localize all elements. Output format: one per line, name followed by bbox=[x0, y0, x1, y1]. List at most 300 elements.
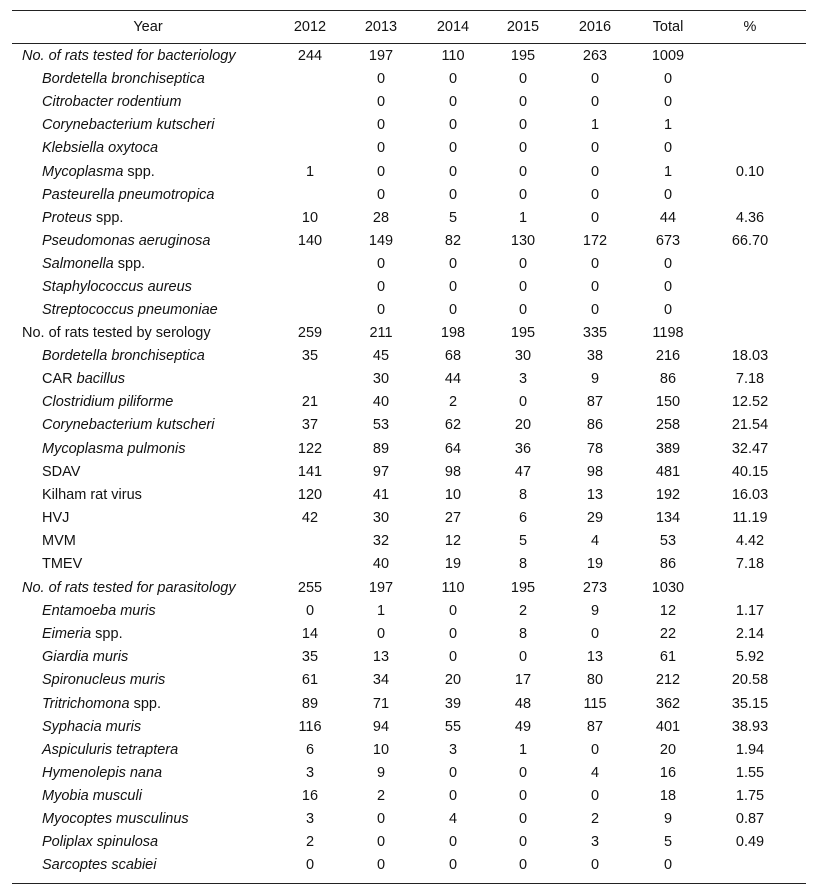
cell-value-2014: 19 bbox=[444, 556, 462, 572]
section-value-total: 1198 bbox=[652, 325, 684, 341]
row-label-part: Hymenolepis nana bbox=[42, 764, 163, 781]
cell-value-2014: 0 bbox=[448, 764, 458, 781]
row-label-part: Streptococcus pneumoniae bbox=[42, 302, 218, 319]
cell-value-2012: 1 bbox=[305, 163, 315, 180]
cell-value-2016: 115 bbox=[583, 695, 607, 712]
cell-value-2015: 48 bbox=[514, 695, 532, 712]
table-row bbox=[12, 230, 806, 253]
cell-value-total: 212 bbox=[655, 672, 681, 689]
section-value-2014: 110 bbox=[441, 48, 465, 64]
cell-value-2013: 53 bbox=[372, 417, 390, 434]
cell-value-2016: 87 bbox=[586, 718, 604, 735]
cell-value-total: 53 bbox=[659, 532, 677, 549]
cell-value-2015: 0 bbox=[518, 140, 528, 157]
cell-value-2012: 35 bbox=[301, 348, 319, 365]
table-row bbox=[12, 161, 806, 184]
cell-value-2013: 0 bbox=[376, 163, 386, 180]
cell-value-2016: 0 bbox=[590, 186, 600, 203]
cell-value-2013: 30 bbox=[372, 509, 390, 526]
cell-value-2016: 0 bbox=[590, 71, 600, 88]
header-2015: 2015 bbox=[506, 19, 540, 35]
cell-value-2013: 0 bbox=[376, 626, 386, 643]
header-2013: 2013 bbox=[364, 19, 398, 35]
header-percent: % bbox=[743, 19, 757, 35]
row-label bbox=[42, 414, 214, 437]
cell-value-percent: 11.19 bbox=[732, 509, 768, 526]
cell-value-2014: 0 bbox=[448, 626, 458, 643]
cell-value-total: 0 bbox=[663, 186, 673, 203]
cell-value-2014: 0 bbox=[448, 140, 458, 157]
cell-value-percent: 1.75 bbox=[735, 787, 765, 804]
row-label-part: Aspiculuris tetraptera bbox=[42, 741, 179, 758]
header-2012: 2012 bbox=[293, 19, 327, 35]
cell-value-2015: 0 bbox=[518, 255, 528, 272]
cell-value-total: 0 bbox=[663, 94, 673, 111]
cell-value-2014: 0 bbox=[448, 255, 458, 272]
cell-value-total: 16 bbox=[659, 764, 677, 781]
table-row bbox=[12, 693, 806, 716]
cell-value-2015: 130 bbox=[510, 232, 536, 249]
cell-value-total: 134 bbox=[655, 509, 681, 526]
cell-value-2014: 27 bbox=[444, 509, 462, 526]
table-top-rule bbox=[12, 10, 806, 11]
cell-value-2016: 0 bbox=[590, 857, 600, 874]
cell-value-2014: 2 bbox=[448, 394, 458, 411]
row-label bbox=[42, 553, 82, 576]
cell-value-2015: 0 bbox=[518, 71, 528, 88]
cell-value-2014: 64 bbox=[444, 440, 462, 457]
cell-value-2016: 4 bbox=[590, 764, 600, 781]
cell-value-2016: 29 bbox=[586, 509, 604, 526]
cell-value-2015: 1 bbox=[518, 741, 528, 758]
cell-value-2016: 0 bbox=[590, 741, 600, 758]
table-row bbox=[12, 391, 806, 414]
cell-value-percent: 2.14 bbox=[735, 626, 765, 643]
cell-value-2015: 8 bbox=[518, 556, 528, 572]
table-header-rule bbox=[12, 43, 806, 44]
cell-value-percent: 1.17 bbox=[735, 603, 765, 620]
row-label-part: CAR bbox=[42, 371, 77, 388]
cell-value-2015: 0 bbox=[518, 394, 528, 411]
cell-value-2013: 0 bbox=[376, 255, 386, 272]
cell-value-total: 0 bbox=[663, 857, 673, 874]
cell-value-total: 481 bbox=[655, 463, 681, 480]
row-label bbox=[42, 368, 125, 391]
row-label-part: Pasteurella pneumotropica bbox=[42, 186, 215, 203]
cell-value-2015: 6 bbox=[518, 509, 528, 526]
section-value-2016: 273 bbox=[582, 580, 608, 596]
row-label bbox=[42, 669, 165, 692]
cell-value-total: 0 bbox=[663, 279, 673, 295]
table-row bbox=[12, 137, 806, 160]
cell-value-2013: 94 bbox=[372, 718, 390, 735]
header-year: Year bbox=[133, 19, 163, 35]
row-label-part: Mycoplasma bbox=[42, 163, 124, 180]
row-label-part: HVJ bbox=[42, 509, 70, 526]
cell-value-total: 86 bbox=[659, 371, 677, 388]
table-row bbox=[12, 785, 806, 808]
table-row bbox=[12, 461, 806, 484]
row-label bbox=[42, 507, 69, 530]
cell-value-2016: 1 bbox=[590, 117, 600, 134]
section-header-row bbox=[12, 577, 806, 600]
cell-value-total: 22 bbox=[659, 626, 677, 643]
row-label-part: spp. bbox=[91, 626, 123, 643]
row-label-part: Spironucleus muris bbox=[42, 672, 166, 689]
row-label bbox=[42, 207, 123, 230]
table-row bbox=[12, 646, 806, 669]
cell-value-2013: 89 bbox=[372, 440, 390, 457]
cell-value-2013: 40 bbox=[372, 556, 390, 572]
row-label bbox=[42, 600, 156, 623]
cell-value-2015: 49 bbox=[514, 718, 532, 735]
cell-value-2012: 122 bbox=[297, 440, 323, 457]
cell-value-2015: 47 bbox=[514, 463, 532, 480]
cell-value-2014: 0 bbox=[448, 94, 458, 111]
cell-value-2014: 62 bbox=[444, 417, 462, 434]
cell-value-2016: 0 bbox=[590, 787, 600, 804]
row-label bbox=[42, 91, 181, 114]
cell-value-2012: 141 bbox=[297, 463, 323, 480]
row-label bbox=[42, 808, 189, 831]
cell-value-2015: 0 bbox=[518, 279, 528, 295]
row-label-part: spp. bbox=[91, 209, 124, 226]
table-row bbox=[12, 345, 806, 368]
cell-value-total: 20 bbox=[659, 741, 677, 758]
cell-value-2014: 0 bbox=[448, 117, 458, 134]
cell-value-2013: 34 bbox=[372, 672, 390, 689]
header-2016: 2016 bbox=[578, 19, 612, 35]
cell-value-2016: 13 bbox=[586, 486, 604, 503]
cell-value-2015: 8 bbox=[518, 626, 528, 643]
cell-value-percent: 5.92 bbox=[735, 649, 765, 666]
row-label bbox=[42, 276, 192, 299]
cell-value-2013: 0 bbox=[376, 811, 386, 827]
row-label-part: Poliplax spinulosa bbox=[42, 834, 159, 851]
row-label-part: Proteus bbox=[42, 209, 92, 226]
cell-value-2015: 30 bbox=[514, 348, 532, 365]
cell-value-2012: 10 bbox=[301, 209, 319, 226]
cell-value-2016: 0 bbox=[590, 209, 600, 226]
cell-value-total: 0 bbox=[663, 302, 673, 319]
cell-value-2015: 3 bbox=[518, 371, 528, 388]
header-2014: 2014 bbox=[436, 19, 470, 35]
cell-value-2013: 2 bbox=[376, 787, 386, 804]
cell-value-2016: 87 bbox=[586, 394, 604, 411]
cell-value-2014: 0 bbox=[448, 163, 458, 180]
cell-value-2015: 0 bbox=[518, 302, 528, 319]
row-label-part: TMEV bbox=[42, 556, 83, 572]
cell-value-2014: 55 bbox=[444, 718, 462, 735]
cell-value-2015: 1 bbox=[518, 209, 528, 226]
table-row bbox=[12, 669, 806, 692]
cell-value-total: 389 bbox=[655, 440, 681, 457]
row-label bbox=[42, 438, 185, 461]
section-value-2012: 255 bbox=[297, 580, 323, 596]
row-label bbox=[42, 345, 205, 368]
table-row bbox=[12, 716, 806, 739]
cell-value-2016: 0 bbox=[590, 140, 600, 157]
table-row bbox=[12, 114, 806, 137]
cell-value-2014: 20 bbox=[444, 672, 462, 689]
row-label-part: Clostridium piliforme bbox=[42, 394, 174, 411]
row-label bbox=[42, 623, 123, 646]
row-label-part: Corynebacterium kutscheri bbox=[42, 117, 215, 134]
section-value-2014: 198 bbox=[440, 325, 466, 341]
cell-value-2012: 37 bbox=[301, 417, 319, 434]
cell-value-percent: 38.93 bbox=[731, 718, 769, 735]
cell-value-2012: 21 bbox=[301, 394, 319, 411]
cell-value-2015: 0 bbox=[518, 834, 528, 851]
cell-value-2012: 61 bbox=[301, 672, 319, 689]
row-label bbox=[42, 854, 156, 877]
cell-value-2013: 10 bbox=[372, 741, 390, 758]
cell-value-2016: 38 bbox=[586, 348, 604, 365]
cell-value-total: 0 bbox=[663, 255, 673, 272]
cell-value-2012: 116 bbox=[298, 718, 322, 735]
cell-value-2012: 14 bbox=[301, 626, 319, 643]
cell-value-2015: 5 bbox=[518, 532, 528, 549]
cell-value-2016: 80 bbox=[586, 672, 604, 689]
table-row bbox=[12, 553, 806, 576]
cell-value-percent: 0.49 bbox=[735, 834, 765, 851]
section-value-2014: 110 bbox=[441, 580, 465, 596]
cell-value-2015: 36 bbox=[514, 440, 532, 457]
section-value-2016: 335 bbox=[582, 325, 608, 341]
cell-value-2015: 17 bbox=[514, 672, 532, 689]
cell-value-total: 1 bbox=[663, 163, 673, 180]
table-row bbox=[12, 762, 806, 785]
cell-value-2013: 0 bbox=[376, 94, 386, 111]
row-label-part: Myobia musculi bbox=[42, 787, 142, 804]
table-header-row bbox=[12, 16, 806, 39]
table-row bbox=[12, 253, 806, 276]
cell-value-total: 86 bbox=[659, 556, 677, 572]
section-value-2016: 263 bbox=[582, 48, 608, 64]
cell-value-2012: 2 bbox=[305, 834, 315, 851]
cell-value-percent: 16.03 bbox=[731, 486, 769, 503]
table-row bbox=[12, 207, 806, 230]
row-label bbox=[42, 161, 155, 184]
cell-value-2016: 4 bbox=[590, 532, 600, 549]
row-label-part: Bordetella bronchiseptica bbox=[42, 71, 205, 88]
cell-value-2014: 0 bbox=[448, 649, 458, 666]
cell-value-percent: 12.52 bbox=[731, 394, 769, 411]
cell-value-2012: 120 bbox=[297, 486, 323, 503]
table-row bbox=[12, 484, 806, 507]
cell-value-2012: 0 bbox=[305, 857, 315, 874]
row-label bbox=[42, 391, 173, 414]
table-row bbox=[12, 831, 806, 854]
cell-value-2015: 0 bbox=[518, 649, 528, 666]
row-label-part: Myocoptes musculinus bbox=[42, 811, 189, 827]
row-label-part: Corynebacterium kutscheri bbox=[42, 417, 215, 434]
cell-value-2014: 68 bbox=[444, 348, 462, 365]
row-label bbox=[42, 831, 158, 854]
cell-value-2013: 41 bbox=[372, 486, 390, 503]
cell-value-2014: 0 bbox=[448, 71, 458, 88]
row-label-part: spp. bbox=[129, 695, 161, 712]
cell-value-2013: 0 bbox=[376, 279, 386, 295]
cell-value-2013: 0 bbox=[376, 71, 386, 88]
section-value-2012: 259 bbox=[297, 325, 323, 341]
cell-value-percent: 66.70 bbox=[731, 232, 769, 249]
cell-value-percent: 4.36 bbox=[735, 209, 765, 226]
section-value-2013: 211 bbox=[369, 325, 393, 341]
cell-value-total: 0 bbox=[663, 71, 673, 88]
row-label-part: Syphacia muris bbox=[42, 718, 142, 735]
cell-value-2014: 5 bbox=[448, 209, 458, 226]
row-label-part: Eimeria bbox=[42, 626, 92, 643]
section-value-2012: 244 bbox=[297, 48, 323, 64]
cell-value-percent: 21.54 bbox=[731, 417, 769, 434]
cell-value-percent: 20.58 bbox=[731, 672, 769, 689]
row-label bbox=[42, 114, 214, 137]
cell-value-total: 401 bbox=[655, 718, 681, 735]
cell-value-2013: 9 bbox=[376, 764, 386, 781]
table-row bbox=[12, 530, 806, 553]
cell-value-total: 44 bbox=[659, 209, 677, 226]
cell-value-2013: 0 bbox=[376, 140, 386, 157]
table-row bbox=[12, 623, 806, 646]
row-label bbox=[42, 646, 128, 669]
cell-value-2014: 82 bbox=[444, 232, 462, 249]
row-label bbox=[42, 530, 76, 553]
row-label-part: Sarcoptes scabiei bbox=[42, 857, 157, 874]
table-row bbox=[12, 600, 806, 623]
table-row bbox=[12, 808, 806, 831]
cell-value-total: 362 bbox=[655, 695, 681, 712]
row-label-part: spp. bbox=[123, 163, 155, 180]
table-bottom-rule bbox=[12, 883, 806, 884]
cell-value-percent: 1.94 bbox=[735, 741, 765, 758]
cell-value-2015: 0 bbox=[518, 811, 528, 827]
table-row bbox=[12, 368, 806, 391]
section-label: No. of rats tested for bacteriology bbox=[22, 48, 236, 64]
cell-value-2015: 0 bbox=[518, 163, 528, 180]
cell-value-percent: 4.42 bbox=[735, 532, 765, 549]
cell-value-2012: 35 bbox=[301, 649, 319, 666]
row-label-part: bacillus bbox=[76, 371, 126, 388]
cell-value-2013: 149 bbox=[368, 232, 394, 249]
cell-value-2014: 0 bbox=[448, 186, 458, 203]
cell-value-2016: 2 bbox=[590, 811, 600, 827]
cell-value-2013: 13 bbox=[372, 649, 390, 666]
section-value-total: 1009 bbox=[651, 48, 685, 64]
cell-value-2015: 0 bbox=[518, 94, 528, 111]
cell-value-2012: 89 bbox=[301, 695, 319, 712]
row-label bbox=[42, 484, 142, 507]
cell-value-2014: 98 bbox=[444, 463, 462, 480]
cell-value-2016: 98 bbox=[586, 463, 604, 480]
cell-value-total: 61 bbox=[659, 649, 677, 666]
table-row bbox=[12, 414, 806, 437]
cell-value-2014: 44 bbox=[444, 371, 462, 388]
cell-value-2015: 8 bbox=[518, 486, 528, 503]
cell-value-2016: 0 bbox=[590, 255, 600, 272]
cell-value-2016: 9 bbox=[590, 371, 600, 388]
cell-value-2016: 172 bbox=[582, 232, 608, 249]
row-label-part: Tritrichomona bbox=[42, 695, 130, 712]
cell-value-2013: 0 bbox=[376, 834, 386, 851]
section-label: No. of rats tested for parasitology bbox=[22, 580, 236, 596]
cell-value-percent: 35.15 bbox=[731, 695, 769, 712]
row-label-part: MVM bbox=[42, 532, 76, 549]
cell-value-2014: 39 bbox=[444, 695, 462, 712]
section-header-row bbox=[12, 322, 806, 345]
table-row bbox=[12, 299, 806, 322]
row-label bbox=[42, 253, 145, 276]
row-label-part: Mycoplasma pulmonis bbox=[42, 440, 186, 457]
row-label bbox=[42, 739, 178, 762]
cell-value-2014: 0 bbox=[448, 302, 458, 319]
cell-value-total: 150 bbox=[655, 394, 681, 411]
row-label bbox=[42, 299, 218, 322]
cell-value-2012: 0 bbox=[305, 603, 315, 620]
cell-value-2012: 6 bbox=[305, 741, 315, 758]
cell-value-2014: 10 bbox=[444, 486, 462, 503]
cell-value-percent: 7.18 bbox=[735, 371, 765, 388]
cell-value-2014: 4 bbox=[448, 811, 458, 827]
row-label bbox=[42, 184, 215, 207]
row-label-part: Pseudomonas aeruginosa bbox=[42, 232, 211, 249]
cell-value-2014: 0 bbox=[448, 279, 458, 295]
cell-value-2014: 3 bbox=[448, 741, 458, 758]
cell-value-2016: 19 bbox=[586, 556, 604, 572]
row-label bbox=[42, 230, 210, 253]
row-label bbox=[42, 716, 141, 739]
cell-value-2013: 32 bbox=[372, 532, 390, 549]
header-total: Total bbox=[652, 19, 684, 35]
cell-value-2013: 30 bbox=[372, 371, 390, 388]
cell-value-percent: 40.15 bbox=[731, 463, 769, 480]
cell-value-2014: 12 bbox=[444, 532, 462, 549]
row-label-part: Citrobacter rodentium bbox=[42, 94, 182, 111]
row-label-part: Bordetella bronchiseptica bbox=[42, 348, 205, 365]
row-label bbox=[42, 785, 142, 808]
cell-value-2016: 13 bbox=[586, 649, 604, 666]
cell-value-2015: 0 bbox=[518, 787, 528, 804]
section-value-2013: 197 bbox=[368, 48, 394, 64]
cell-value-total: 0 bbox=[663, 140, 673, 157]
row-label-part: Klebsiella oxytoca bbox=[42, 140, 159, 157]
section-value-total: 1030 bbox=[651, 580, 685, 596]
cell-value-2013: 28 bbox=[372, 209, 390, 226]
cell-value-2013: 97 bbox=[372, 463, 390, 480]
section-label: No. of rats tested by serology bbox=[22, 325, 211, 341]
cell-value-percent: 18.03 bbox=[731, 348, 769, 365]
table-row bbox=[12, 739, 806, 762]
cell-value-percent: 1.55 bbox=[735, 764, 765, 781]
cell-value-2016: 3 bbox=[590, 834, 600, 851]
row-label-part: Giardia muris bbox=[42, 649, 129, 666]
cell-value-2013: 0 bbox=[376, 186, 386, 203]
row-label-part: SDAV bbox=[42, 463, 81, 480]
row-label-part: Kilham rat virus bbox=[42, 486, 142, 503]
row-label-part: Staphylococcus aureus bbox=[42, 279, 192, 295]
cell-value-total: 258 bbox=[655, 417, 681, 434]
cell-value-total: 5 bbox=[663, 834, 673, 851]
cell-value-2016: 0 bbox=[590, 626, 600, 643]
row-label bbox=[42, 693, 161, 716]
cell-value-2016: 78 bbox=[586, 440, 604, 457]
cell-value-2013: 0 bbox=[376, 857, 386, 874]
cell-value-2015: 0 bbox=[518, 117, 528, 134]
cell-value-2015: 0 bbox=[518, 764, 528, 781]
cell-value-2016: 0 bbox=[590, 94, 600, 111]
row-label-part: Entamoeba muris bbox=[42, 603, 156, 620]
cell-value-total: 18 bbox=[659, 787, 677, 804]
